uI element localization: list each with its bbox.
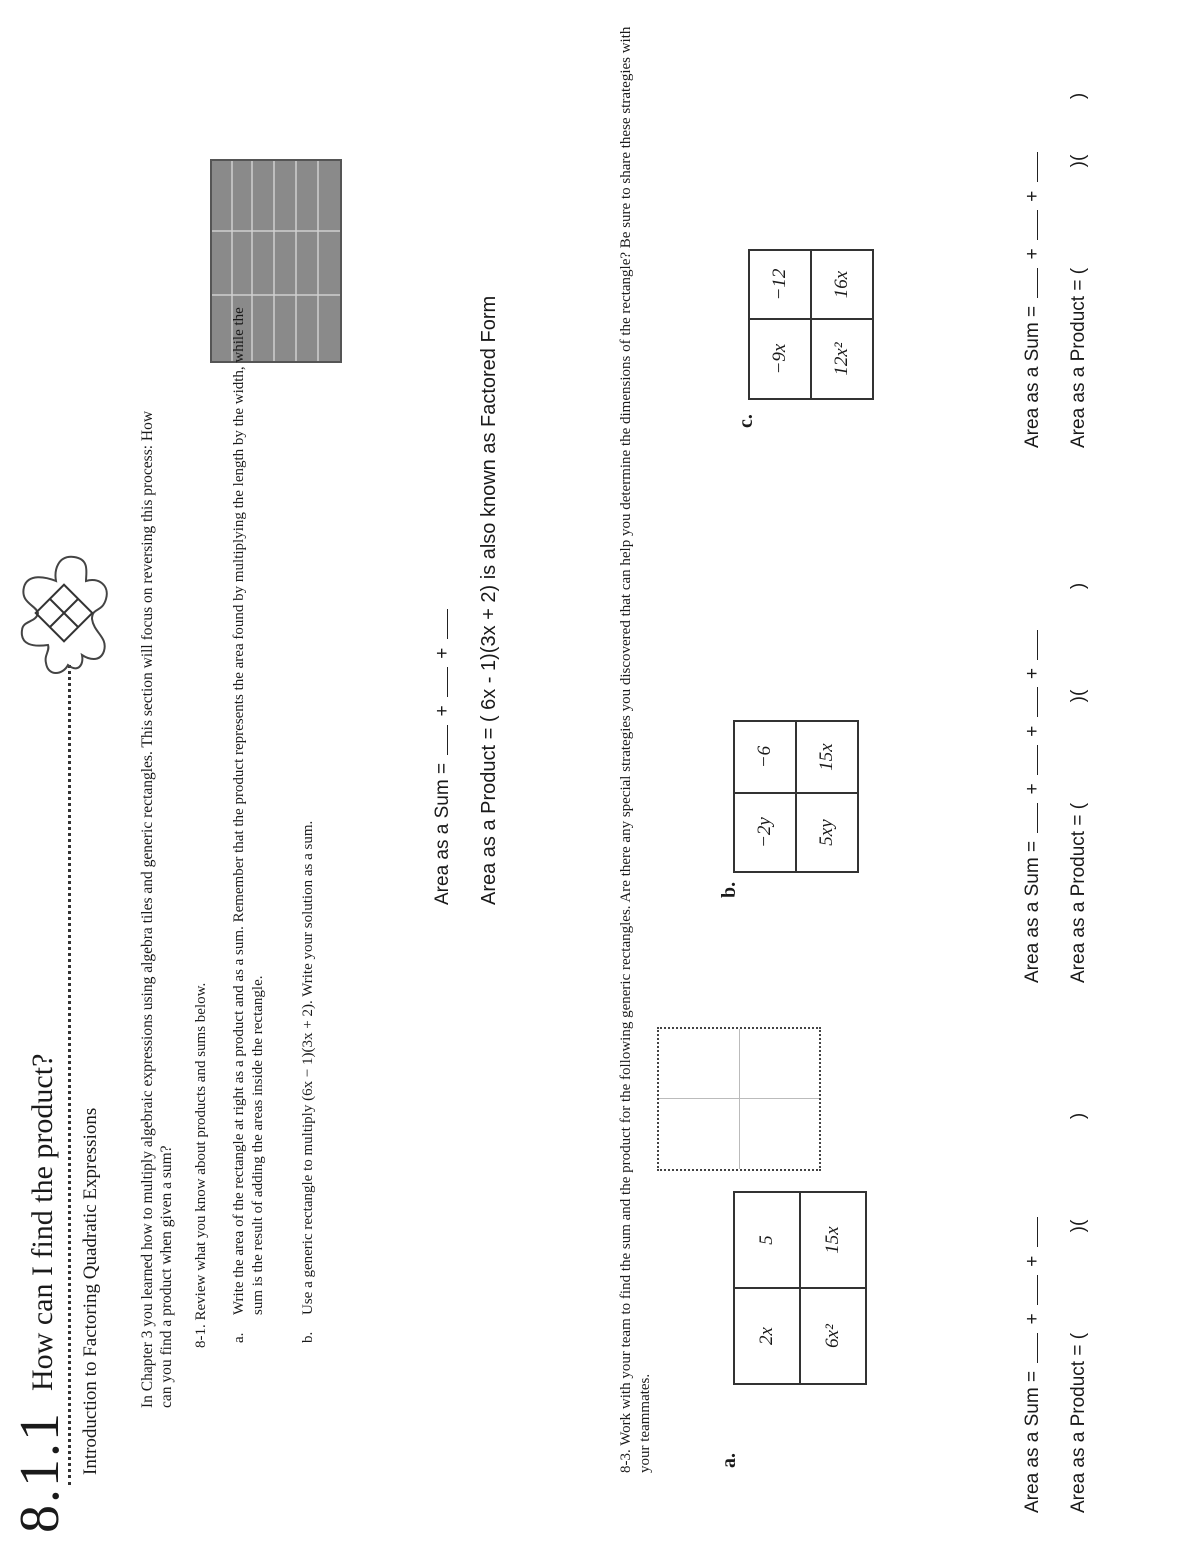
problem-8-1-part-b [300,820,317,1343]
rect-cell: 5 [734,1192,800,1288]
area-product-label: Area as a Product = ( [1068,802,1089,983]
answer-blank[interactable] [1036,1275,1038,1305]
factored-form-text: = ( 6x - 1)(3x + 2) is also known as Factored Form [478,295,500,740]
paren-middle: )( [1068,1219,1089,1233]
part-a-label: a. [718,1453,740,1468]
paren-close: ) [1068,92,1089,100]
part-a-marker: a. [231,1332,247,1343]
plus-sign: + [1022,667,1043,680]
part-b-text: Use a generic rectangle to multiply (6x − 1)(3x + 2). Write your solution as a sum. [300,820,316,1315]
answer-blank[interactable] [1036,1333,1038,1363]
part-a-text: Write the area of the rectangle at right as a product and as a sum. Remember that the product represents the area found by multiplying the length by the width, while the sum is the result of adding the areas inside the rectangle. [231,307,266,1315]
paren-close: ) [1068,1112,1089,1120]
plus-sign: + [432,647,453,659]
answer-blank[interactable] [1036,1217,1038,1247]
part-c-label: c. [735,414,757,428]
part-b-area-sum [1022,627,1044,983]
answer-blank[interactable] [1036,687,1038,717]
rect-cell: 12x² [811,319,873,399]
area-product-label: Area as a Product [478,744,500,905]
answer-blank[interactable] [446,725,448,755]
lesson-number: 8.1.1 [9,1411,71,1533]
rect-cell: 6x² [800,1288,866,1384]
plus-sign: + [1022,1313,1043,1325]
area-product-label: Area as a Product = ( [1068,267,1089,448]
rect-cell: 5xy [796,793,858,872]
answer-blank[interactable] [446,667,448,697]
paren-middle: )( [1068,154,1089,168]
paren-middle: )( [1068,689,1089,703]
part-b-marker: b. [300,1331,316,1343]
rect-cell: −2y [734,793,796,872]
plus-sign: + [1022,783,1043,795]
area-sum-label: Area as a Sum = [1022,305,1043,448]
problem-8-3-text: 8-3. Work with your team to find the sum and the product for the following generic rectangles. Are there any special strategies you discovered that can help you determine the dimensions of the rectangle? Be sure to share these strategies with your teammates. [618,26,653,1473]
problem-8-1-area-sum [432,606,454,905]
answer-blank[interactable] [1036,268,1038,298]
answer-blank[interactable] [1036,803,1038,833]
part-c-area-sum [1022,149,1044,448]
paren-close: ) [1068,582,1089,590]
part-b-label: b. [718,881,740,898]
area-sum-label: Area as a Sum = [1022,840,1043,983]
answer-blank[interactable] [1036,745,1038,775]
answer-blank[interactable] [1036,630,1038,660]
rect-cell: 16x [811,250,873,319]
rect-cell: −6 [734,721,796,793]
lesson-question: How can I find the product? [26,1053,59,1391]
rect-cell: −12 [749,250,811,319]
title-divider [68,665,71,1485]
rect-cell: 15x [800,1192,866,1288]
answer-blank[interactable] [1036,152,1038,182]
answer-blank[interactable] [1036,210,1038,240]
plus-sign: + [1022,190,1043,202]
part-a-area-product [1068,1113,1090,1513]
rect-cell: 15x [796,721,858,793]
part-c-area-product [1068,93,1090,448]
rectangle-divider-horizontal [739,1029,740,1169]
answer-blank[interactable] [446,609,448,639]
problem-8-1-part-a [230,295,268,1343]
plus-sign: + [1022,1255,1043,1267]
generic-rectangle-c [748,249,874,400]
part-b-area-product [1068,583,1090,983]
rect-cell: −9x [749,319,811,399]
part-a-area-sum [1022,1214,1044,1513]
area-product-label: Area as a Product = ( [1068,1332,1089,1513]
rect-cell: 2x [734,1288,800,1384]
area-sum-label: Area as a Sum = [1022,1370,1043,1513]
generic-rectangle-a [733,1191,867,1385]
area-sum-label: Area as a Sum = [432,762,453,905]
plus-sign: + [1022,725,1043,737]
intro-paragraph: In Chapter 3 you learned how to multiply algebraic expressions using algebra tiles and generic rectangles. This section will focus on reversing this process: How can you find a product when given a sum? [139,410,175,1408]
problem-8-1-heading: 8-1. Review what you know about products and sums below. [193,982,209,1348]
generic-rectangle-b [733,720,859,873]
plus-sign: + [432,705,453,717]
problem-8-1-area-product [478,296,501,905]
lesson-subtitle: Introduction to Factoring Quadratic Expressions [80,1107,101,1475]
blank-generic-rectangle[interactable] [657,1027,821,1171]
puzzle-piece-icon [8,545,118,685]
plus-sign: + [1022,248,1043,260]
